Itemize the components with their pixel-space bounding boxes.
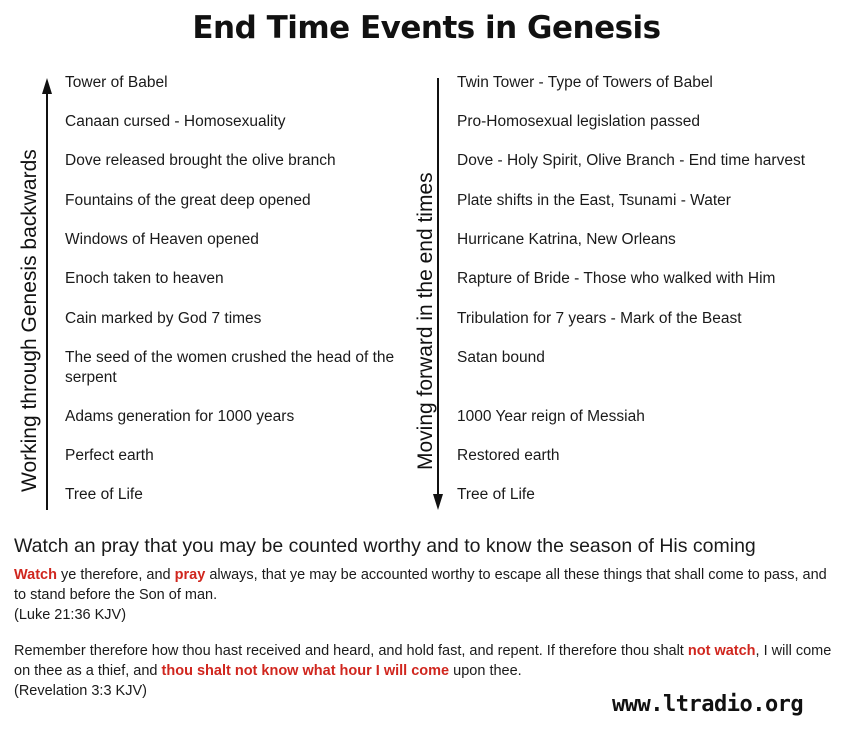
verse-reference: (Luke 21:36 KJV) xyxy=(14,607,127,623)
left-axis-label: Working through Genesis backwards xyxy=(18,149,41,492)
list-item: Canaan cursed - Homosexuality xyxy=(65,113,286,130)
verse-luke xyxy=(14,565,840,625)
website-url[interactable]: www.ltradio.org xyxy=(612,692,804,717)
list-item: Cain marked by God 7 times xyxy=(65,310,262,327)
list-item: The seed of the women crushed the head of the serpent xyxy=(65,349,395,386)
emphasis-phrase: thou shalt not know what hour I will come xyxy=(161,663,450,679)
verse-text: upon thee. xyxy=(449,663,522,679)
verse-text: Remember therefore how thou hast received and heard, and hold fast, and repent. If therefore thou shalt xyxy=(14,643,688,659)
list-item: Tribulation for 7 years - Mark of the Beast xyxy=(457,310,742,327)
list-item: Rapture of Bride - Those who walked with Him xyxy=(457,270,776,287)
list-item: Windows of Heaven opened xyxy=(65,231,259,248)
list-item: Enoch taken to heaven xyxy=(65,270,224,287)
headline: Watch an pray that you may be counted worthy and to know the season of His coming xyxy=(14,535,756,557)
list-item: Pro-Homosexual legislation passed xyxy=(457,113,700,130)
list-item: Restored earth xyxy=(457,447,560,464)
list-item: Tree of Life xyxy=(457,486,535,503)
list-item: Perfect earth xyxy=(65,447,154,464)
list-item: Satan bound xyxy=(457,349,545,366)
list-item: Tower of Babel xyxy=(65,74,168,91)
list-item: Adams generation for 1000 years xyxy=(65,408,295,425)
list-item: Plate shifts in the East, Tsunami - Water xyxy=(457,192,731,209)
list-item: Fountains of the great deep opened xyxy=(65,192,311,209)
page-title: End Time Events in Genesis xyxy=(192,10,661,46)
emphasis-word: Watch xyxy=(14,567,57,583)
list-item: Hurricane Katrina, New Orleans xyxy=(457,231,676,248)
verse-text: , I will come on thee as a thief, and xyxy=(14,643,832,679)
up-arrow xyxy=(42,78,52,510)
verse-text: always, that ye may be accounted worthy to escape all these things that shall come to pass, and to stand before the Son of man. xyxy=(14,567,827,603)
list-item: Twin Tower - Type of Towers of Babel xyxy=(457,74,713,91)
list-item: Dove released brought the olive branch xyxy=(65,152,336,169)
list-item: Tree of Life xyxy=(65,486,143,503)
right-axis-label: Moving forward in the end times xyxy=(414,172,437,470)
verse-reference: (Revelation 3:3 KJV) xyxy=(14,683,147,699)
verse-text: ye therefore, and xyxy=(56,567,175,583)
emphasis-word: not watch xyxy=(687,643,756,659)
emphasis-word: pray xyxy=(174,567,206,583)
list-item: 1000 Year reign of Messiah xyxy=(457,408,645,425)
list-item: Dove - Holy Spirit, Olive Branch - End time harvest xyxy=(457,152,806,169)
